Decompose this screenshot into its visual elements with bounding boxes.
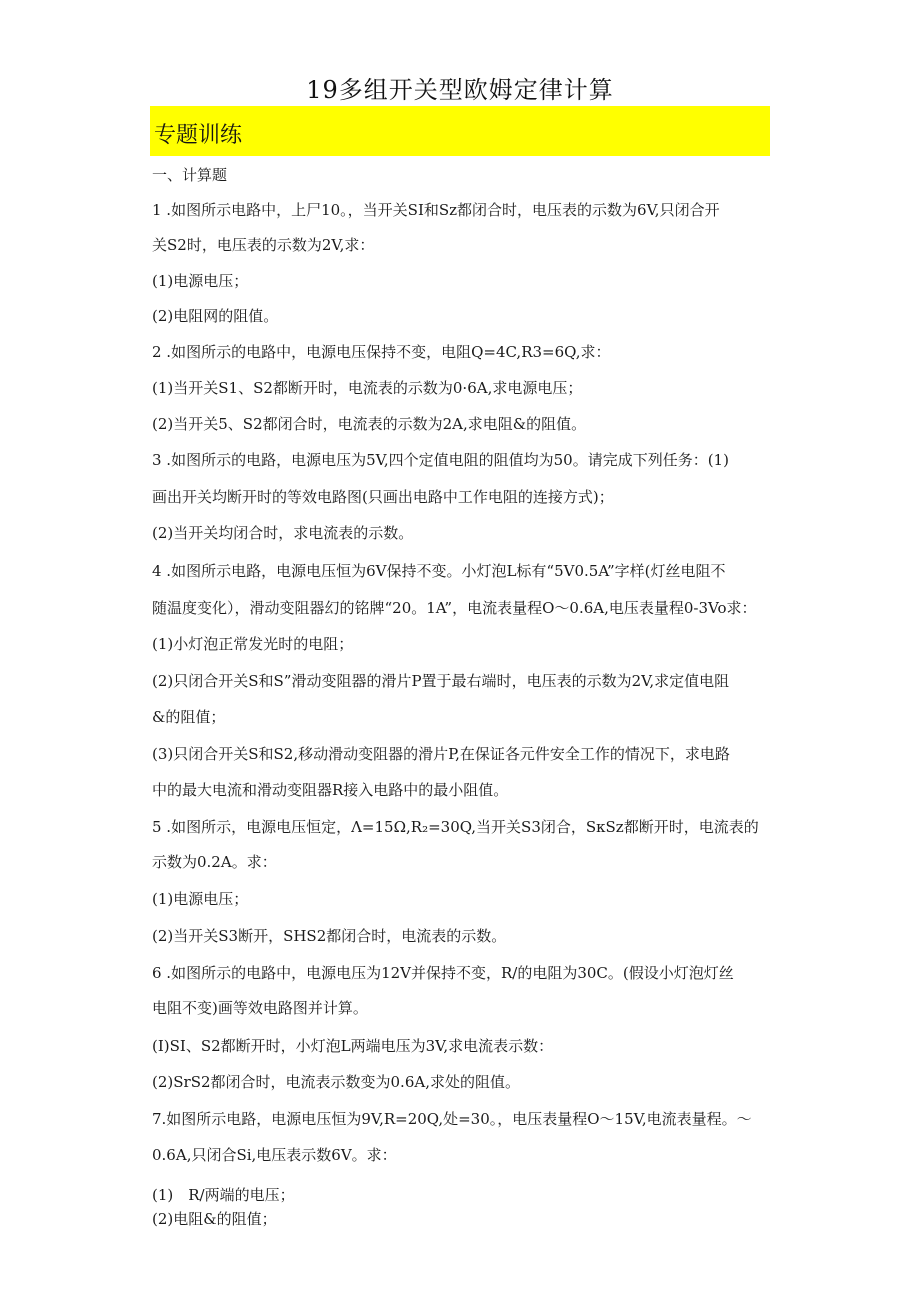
- text-line: 3 .如图所示的电路，电源电压为5V,四个定值电阻的阻值均为50。请完成下列任务：(1): [152, 451, 729, 469]
- text-line: 5 .如图所示，电源电压恒定，Λ=15Ω,R₂=30Q,当开关S3闭合，SκSz都断开时，电流表的: [152, 818, 759, 836]
- text-line: 电阻不变)画等效电路图并计算。: [152, 999, 368, 1017]
- text-line: (1)小灯泡正常发光时的电阻；: [152, 635, 354, 653]
- text-line: 示数为0.2A。求：: [152, 853, 277, 871]
- text-line: 随温度变化），滑动变阻器幻的铭牌“20。1A”，电流表量程O～0.6A,电压表量程0-3Vo求：: [152, 599, 757, 617]
- text-line: 4 .如图所示电路，电源电压恒为6V保持不变。小灯泡L标有“5V0.5A”字样(灯丝电阻不: [152, 562, 726, 580]
- text-line: (1)电源电压；: [152, 272, 249, 290]
- text-line: 2 .如图所示的电路中，电源电压保持不变，电阻Q=4C,R3=6Q,求：: [152, 343, 611, 361]
- text-line: (2)只闭合开关S和S”滑动变阻器的滑片P置于最右端时，电压表的示数为2V,求定值电阻: [152, 672, 730, 690]
- text-line: (2)电阻网的阻值。: [152, 307, 279, 325]
- text-line: (2)当开关S3断开，SHS2都闭合时，电流表的示数。: [152, 927, 507, 945]
- text-line: 7.如图所示电路，电源电压恒为9V,R=20Q,处=30。，电压表量程O～15V,电流表量程。～: [152, 1110, 752, 1128]
- text-line: 中的最大电流和滑动变阻器R接入电路中的最小阻值。: [152, 781, 509, 799]
- text-line: (I)SI、S2都断开时，小灯泡L两端电压为3V,求电流表示数：: [152, 1037, 554, 1055]
- text-line: 关S2时，电压表的示数为2V,求：: [152, 236, 375, 254]
- text-line: 1 .如图所示电路中，上尸10。，当开关SI和Sz都闭合时，电压表的示数为6V,只闭合开: [152, 201, 720, 219]
- text-line: (2)SrS2都闭合时，电流表示数变为0.6A,求处的阻值。: [152, 1073, 520, 1091]
- text-line: (1)当开关S1、S2都断开时，电流表的示数为0·6A,求电源电压；: [152, 379, 583, 397]
- section-heading: 一、计算题: [152, 166, 228, 184]
- page-title: 19多组开关型欧姆定律计算: [306, 76, 614, 104]
- text-line: (1)电源电压；: [152, 890, 249, 908]
- section-banner: [150, 106, 770, 156]
- text-line: (3)只闭合开关S和S2,移动滑动变阻器的滑片P,在保证各元件安全工作的情况下，求电路: [152, 745, 730, 763]
- section-banner-label: 专题训练: [154, 123, 243, 148]
- text-line: (1) R/两端的电压；: [152, 1186, 295, 1204]
- text-line: 0.6A,只闭合Si,电压表示数6V。求：: [152, 1146, 397, 1164]
- text-line: 画出开关均断开时的等效电路图(只画出电路中工作电阻的连接方式)；: [152, 488, 614, 506]
- text-line: (2)当开关均闭合时，求电流表的示数。: [152, 524, 414, 542]
- text-line: (2)电阻&的阻值；: [152, 1210, 277, 1228]
- text-line: 6 .如图所示的电路中，电源电压为12V并保持不变，R/的电阻为30C。(假设小灯泡灯丝: [152, 964, 734, 982]
- text-line: &的阻值；: [152, 708, 226, 726]
- text-line: (2)当开关5、S2都闭合时，电流表的示数为2A,求电阻&的阻值。: [152, 415, 587, 433]
